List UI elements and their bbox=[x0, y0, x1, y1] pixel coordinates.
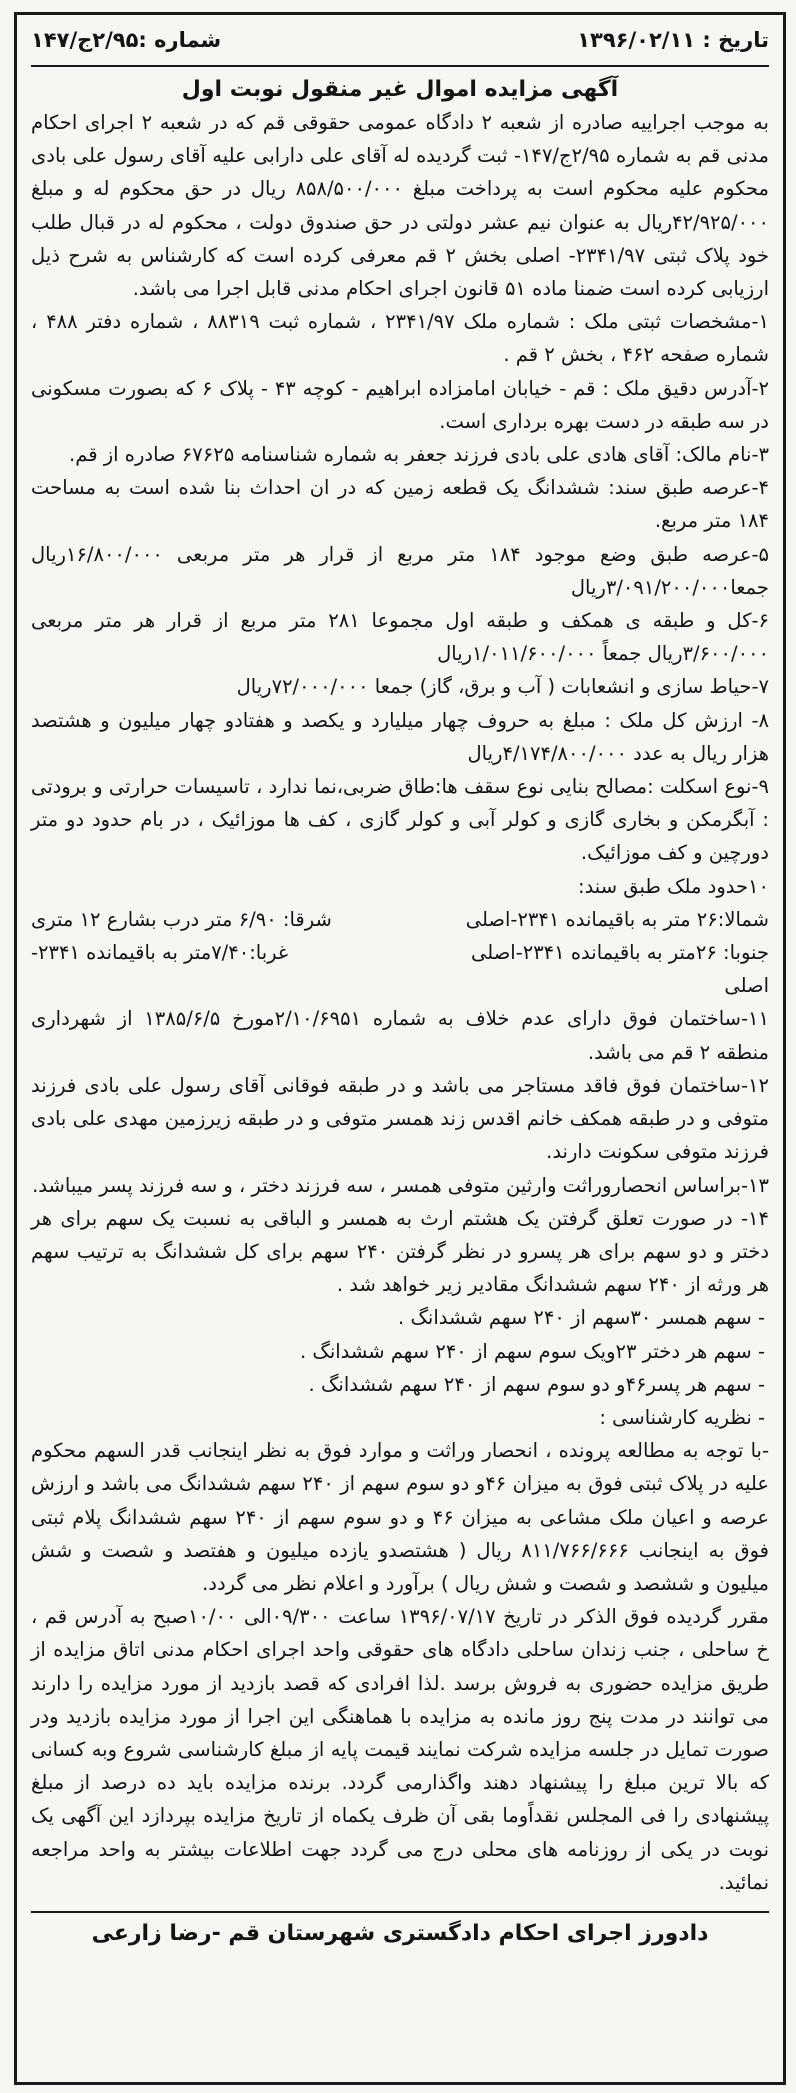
boundary-west: غربا:۷/۴۰متر به باقیمانده ۲۳۴۱- bbox=[31, 941, 289, 965]
notice-frame bbox=[14, 12, 786, 2085]
expert-opinion: -با توجه به مطالعه پرونده ، انحصار وراثت و موارد فوق به نظر اینجانب قدر السهم محکوم علیه در پلاک ثبتی فوق به میزان ۴۶و دو سوم سهم از ۲۴۰ سهم ششدانگ می باشد و ارزش عرصه و اعیان ملک مشاعی به میزان ۴۶ و دو سوم سهم از ۲۴۰ سهم ششدانگ پلام ثبتی فوق به اینجانب ۸۱۱/۷۶۶/۶۶۶ ریال ( هشتصدو یازده میلیون و هفتصد و شصت و شش میلیون و ششصد و شصت و شش ریال ) برآورد و اعلام نظر می گردد. bbox=[31, 1439, 770, 1595]
item-11: ۱۱-ساختمان فوق دارای عدم خلاف به شماره ۲/۱۰/۶۹۵۱مورخ ۱۳۸۵/۶/۵ از شهرداری منطقه ۲ قم می باشد. bbox=[31, 1007, 769, 1064]
item-14: ۱۴- در صورت تعلق گرفتن یک هشتم ارث به همسر و الباقی به نسبت یک سهم برای هر دختر و دو سهم برای هر پسرو در نظر گرفتن ۲۴۰ سهم برای کل ششدانگ به ترتیب سهم هر ورثه از ۲۴۰ سهم ششدانگ مقادیر زیر خواهد شد . bbox=[31, 1206, 769, 1297]
auction-terms: مقرر گردیده فوق الذکر در تاریخ ۱۳۹۶/۰۷/۱۷ ساعت ۰۹/۳۰۰الی ۱۰/۰۰صبح به آدرس قم ، خ ساحلی ، جنب زندان ساحلی دادگاه های حقوقی واحد اجرای احکام مدنی اتاق مزایده از طریق مزایده حضوری به فروش برسد .لذا افرادی که قصد بازدید از مورد مزایده را دارند می توانند در مدت پنج روز مانده به مزایده با هماهنگی این اجرا از مورد مزایده بازدید ودر صورت تمایل در جلسه مزایده شرکت نمایند قیمت پایه از مبلغ کارشناسی شروع وبه کسانی که بالا ترین مبلغ را پیشنهاد دهند واگذارمی گردد. برنده مزایده باید ده درصد از مبلغ پیشنهادی را فی المجلس نقداًوما بقی آن ظرف یکماه از تاریخ مزایده بپردازد این آگهی یک نوبت در یکی از روزنامه های محلی درج می گردد جهت اطلاعات بیشتر به واحد مراجعه نمائید. bbox=[31, 1605, 769, 1894]
boundary-north: شمالا:۲۶ متر به باقیمانده ۲۳۴۱-اصلی bbox=[465, 907, 769, 931]
item-2: ۲-آدرس دقیق ملک : قم - خیابان امامزاده ابراهیم - کوچه ۴۳ - پلاک ۶ که بصورت مسکونی در سه طبقه در دست بهره برداری است. bbox=[31, 376, 770, 433]
intro-paragraph: به موجب اجراییه صادره از شعبه ۲ دادگاه عمومی حقوقی قم که در شعبه ۲ اجرای احکام مدنی قم به شماره ۲/۹۵ج/۱۴۷- ثبت گردیده له آقای علی دارابی علیه آقای رسول علی بادی محکوم علیه محکوم است به پرداخت مبلغ ۸۵۸/۵۰۰/۰۰۰ ریال در حق محکوم له و مبلغ ۴۲/۹۲۵/۰۰۰ریال به عنوان نیم عشر دولتی در حق صندوق دولت ، محکوم له در قبال طلب خود پلاک ثبتی ۲۳۴۱/۹۷- اصلی بخش ۲ قم معرفی کرده است که کارشناس به شرح ذیل ارزیابی کرده است ضمنا ماده ۵۱ قانون اجرای احکام مدنی قابل اجرا می باشد. bbox=[31, 111, 769, 301]
notice-header bbox=[31, 15, 769, 67]
notice-number: شماره :۲/۹۵ج/۱۴۷ bbox=[31, 28, 222, 52]
item-4: ۴-عرصه طبق سند: ششدانگ یک قطعه زمین که در ان احداث بنا شده است به مساحت ۱۸۴ متر مربع. bbox=[31, 476, 769, 533]
boundary-row-2 bbox=[31, 936, 769, 969]
boundary-east: شرقا: ۶/۹۰ متر درب بشارع ۱۲ متری bbox=[31, 907, 332, 931]
item-9: ۹-نوع اسکلت :مصالح بنایی نوع سقف ها:طاق ضربی،نما ندارد ، تاسیسات حرارتی و برودتی : آبگرمکن و بخاری گازی و کولر آبی و کولر گازی ، کف ها موزائیک ، در بام حدود دو متر دورچین و کف موزائیک. bbox=[31, 775, 769, 865]
share-daughter: - سهم هر دختر ۲۳ویک سوم سهم از ۲۴۰ سهم ششدانگ . bbox=[299, 1339, 765, 1363]
notice-title: آگهی مزایده اموال غیر منقول نوبت اول bbox=[181, 77, 619, 102]
item-5: ۵-عرصه طبق وضع موجود ۱۸۴ متر مربع از قرار هر متر مربعی ۱۶/۸۰۰/۰۰۰ریال جمعا۳/۰۹۱/۲۰۰/۰۰۰ریال bbox=[31, 542, 770, 599]
item-1: ۱-مشخصات ثبتی ملک : شماره ملک ۲۳۴۱/۹۷ ، شماره ثبت ۸۸۳۱۹ ، شماره دفتر ۴۸۸ ، شماره صفحه ۴۶۲ ، بخش ۲ قم . bbox=[31, 310, 769, 367]
item-7: ۷-حیاط سازی و انشعابات ( آب و برق، گاز) جمعا ۷۲/۰۰۰/۰۰۰ریال bbox=[236, 675, 769, 699]
item-13: ۱۳-براساس انحصاروراثت وارثین متوفی همسر ، سه فرزند دختر ، و سه فرزند پسر میباشد. bbox=[32, 1173, 769, 1197]
notice-date: تاریخ : ۱۳۹۶/۰۲/۱۱ bbox=[577, 28, 769, 52]
boundary-row-1 bbox=[31, 903, 769, 936]
item-10: ۱۰حدود ملک طبق سند: bbox=[578, 874, 769, 898]
notice-signature: دادورز اجرای احکام دادگستری شهرستان قم -رضا زارعی bbox=[31, 1911, 769, 1946]
share-son: - سهم هر پسر۴۶و دو سوم سهم از ۲۴۰ سهم ششدانگ . bbox=[308, 1372, 765, 1396]
item-6: ۶-کل و طبقه ی همکف و طبقه اول مجموعا ۲۸۱ متر مربع از قرار هر متر مربعی ۳/۶۰۰/۰۰۰ریال جمعاً ۱/۰۱۱/۶۰۰/۰۰۰ریال bbox=[31, 609, 769, 666]
item-8: ۸- ارزش کل ملک : مبلغ به حروف چهار میلیارد و یکصد و هفتادو چهار میلیون و هشتصد هزار ریال به عدد ۴/۱۷۴/۸۰۰/۰۰۰ریال bbox=[31, 708, 769, 765]
boundary-west-tail: اصلی bbox=[724, 974, 769, 998]
item-12: ۱۲-ساختمان فوق فاقد مستاجر می باشد و در طبقه فوقانی آقای رسول علی بادی فرزند متوفی و در طبقه همکف خانم اقدس زند همسر متوفی و در طبقه زیرزمین مهدی علی بادی فرزند متوفی سکونت دارند. bbox=[31, 1073, 769, 1164]
boundary-south: جنوبا: ۲۶متر به باقیمانده ۲۳۴۱-اصلی bbox=[471, 941, 769, 965]
expert-opinion-heading: - نظریه کارشناسی : bbox=[599, 1405, 765, 1429]
share-spouse: - سهم همسر ۳۰سهم از ۲۴۰ سهم ششدانگ . bbox=[398, 1306, 765, 1330]
item-3: ۳-نام مالک: آقای هادی علی بادی فرزند جعفر به شماره شناسنامه ۶۷۶۲۵ صادره از قم. bbox=[69, 443, 769, 467]
